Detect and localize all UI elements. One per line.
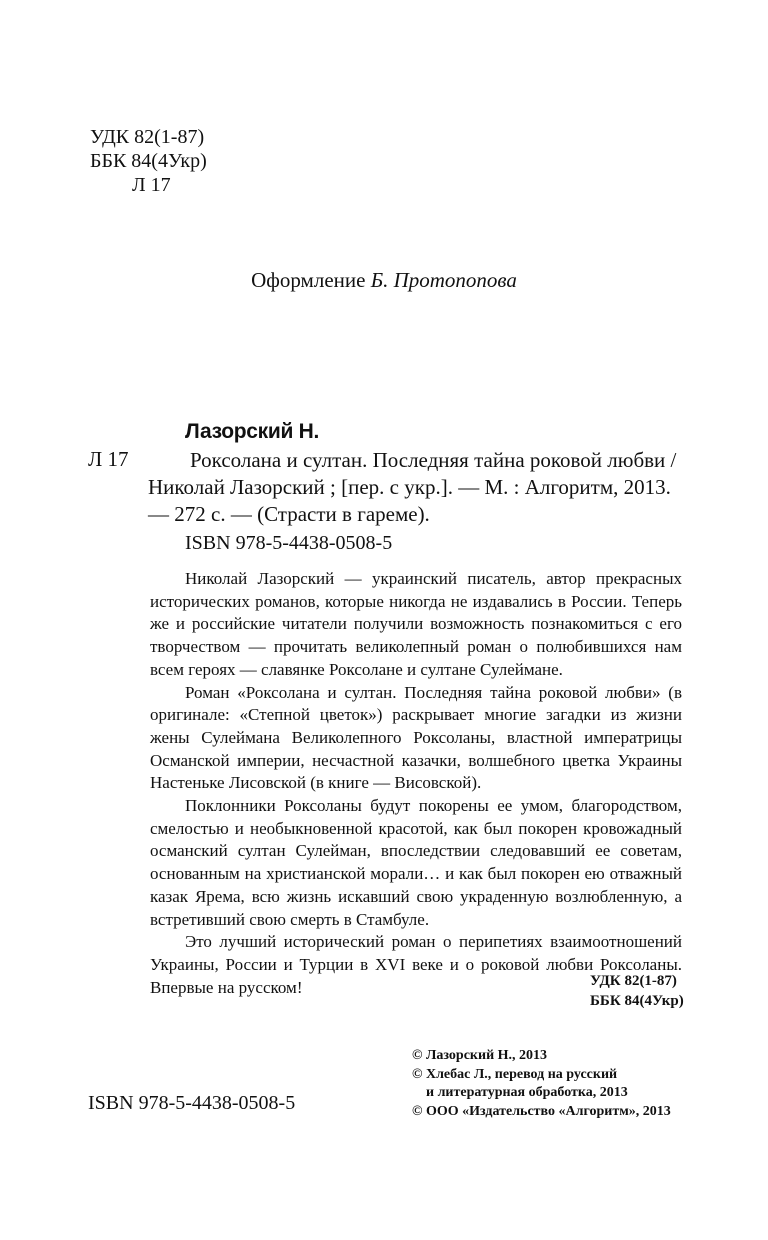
copyright-block xyxy=(412,1047,671,1121)
bibliographic-description xyxy=(148,447,683,528)
design-credit xyxy=(0,268,768,293)
annotation-paragraph: Это лучший исторический роман о перипетиях взаимоотношений Украины, России и Турции в XVI веке и о роковой любви Роксоланы. Впервые на русском! xyxy=(150,932,682,997)
bbk-code: ББК 84(4Укр) xyxy=(90,150,207,172)
author-sign: Л 17 xyxy=(132,174,171,196)
annotation xyxy=(150,568,682,999)
isbn-main: ISBN 978-5-4438-0508-5 xyxy=(185,532,393,554)
classification-codes xyxy=(90,125,207,197)
copyright-translator-cont: и литературная обработка, 2013 xyxy=(426,1085,628,1100)
bibliographic-text: Роксолана и султан. Последняя тайна роковой любви / Николай Лазорский ; [пер. с укр.]. — М. : Алгоритм, 2013. — 272 с. — (Страсти в гареме). xyxy=(148,448,677,526)
shelf-mark: Л 17 xyxy=(88,447,129,471)
annotation-paragraph: Роман «Роксолана и султан. Последняя тайна роковой любви» (в оригинале: «Степной цветок») раскрывает многие загадки из жизни жены Сулеймана Великолепного Роксоланы, властной императрицы Османской империи, несчастной казачки, волшебного цветка Украины Настеньке Лисовской (в книге — Висовской). xyxy=(150,682,682,793)
design-label: Оформление xyxy=(251,268,366,292)
udk-code: УДК 82(1-87) xyxy=(90,126,205,148)
designer-name: Б. Протопопова xyxy=(370,268,517,292)
annotation-paragraph: Поклонники Роксоланы будут покорены ее умом, благородством, смелостью и необыкновенной красотой, как был покорен кровожадный османский султан Сулейман, впоследствии следовавший ее советам, основанным на христианской морали… и как был покорен ею отважный казак Ярема, всю жизнь искавший свою украденную возлюбленную, а встретивший свою смерть в Стамбуле. xyxy=(150,796,682,929)
copyright-publisher: © ООО «Издательство «Алгоритм», 2013 xyxy=(412,1103,671,1119)
copyright-translator: © Хлебас Л., перевод на русский xyxy=(412,1066,618,1082)
copyright-author: © Лазорский Н., 2013 xyxy=(412,1048,548,1063)
annotation-paragraph: Николай Лазорский — украинский писатель, автор прекрасных исторических романов, которые никогда не издавались в России. Теперь же и российские читатели получили возможность познакомиться с его творчеством — прочитать великолепный роман о полюбившихся нам всем героях — славянке Роксолане и султане Сулеймане. xyxy=(150,569,682,679)
isbn-bottom: ISBN 978-5-4438-0508-5 xyxy=(88,1092,296,1114)
author-heading: Лазорский Н. xyxy=(185,420,320,443)
classification-codes-bottom xyxy=(590,971,684,1011)
udk-code-bottom: УДК 82(1-87) xyxy=(590,973,677,989)
bbk-code-bottom: ББК 84(4Укр) xyxy=(590,993,684,1009)
